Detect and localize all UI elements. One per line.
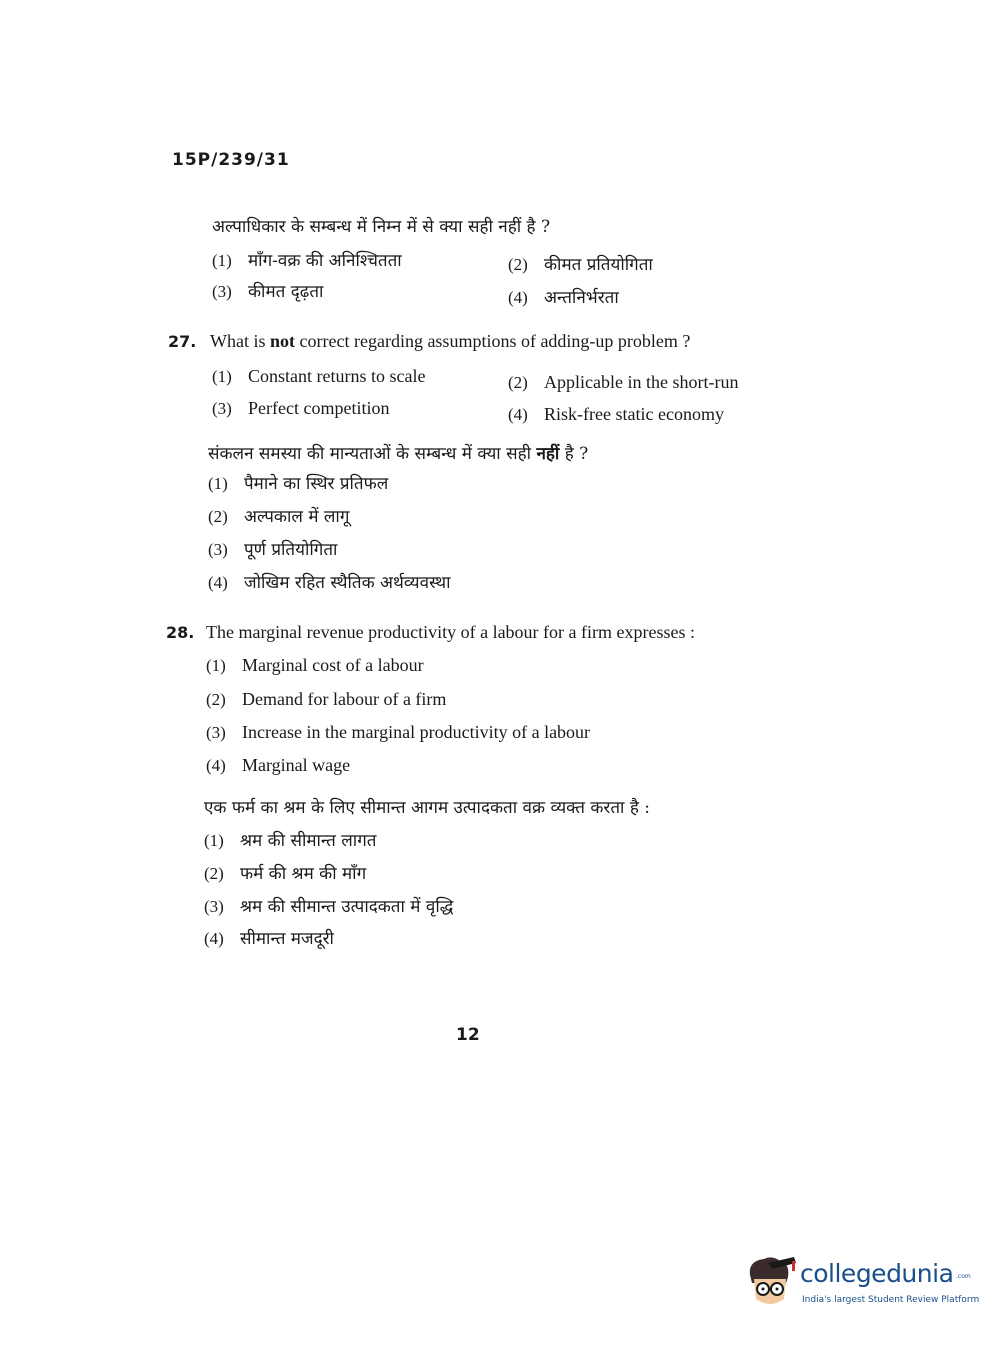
logo-wordmark: collegedunia — [800, 1259, 954, 1288]
q27-option-1: (1) Constant returns to scale — [212, 366, 426, 386]
q28-number: 28. — [166, 623, 195, 642]
collegedunia-logo — [742, 1253, 980, 1313]
q28-option-4: (4) Marginal wage — [206, 755, 351, 775]
student-mascot-icon — [742, 1253, 798, 1313]
q28-hindi-option-2: (2) फर्म की श्रम की माँग — [204, 864, 367, 884]
q27-option-2: (2) Applicable in the short-run — [508, 372, 739, 392]
q28-hindi-option-1: (1) श्रम की सीमान्त लागत — [204, 831, 377, 851]
q27-hindi-question: संकलन समस्या की मान्यताओं के सम्बन्ध में क्या सही नहीं है ? — [208, 444, 589, 464]
paper-code: 15P/239/31 — [172, 150, 290, 170]
q28-hindi-question: एक फर्म का श्रम के लिए सीमान्त आगम उत्पादकता वक्र व्यक्त करता है : — [204, 798, 650, 818]
q26-hindi-option-2: (2) कीमत प्रतियोगिता — [508, 255, 653, 275]
q28-hindi-option-3: (3) श्रम की सीमान्त उत्पादकता में वृद्धि — [204, 897, 454, 917]
logo-domain-suffix: .com — [956, 1273, 971, 1280]
q28-option-1: (1) Marginal cost of a labour — [206, 655, 424, 675]
q28-option-3: (3) Increase in the marginal productivity of a labour — [206, 722, 591, 742]
q27-option-3: (3) Perfect competition — [212, 398, 390, 418]
q26-hindi-option-4: (4) अन्तनिर्भरता — [508, 288, 619, 308]
q26-hindi-option-1: (1) माँग-वक्र की अनिश्चितता — [212, 251, 402, 271]
q27-option-4: (4) Risk-free static economy — [508, 404, 724, 424]
q27-hindi-option-1: (1) पैमाने का स्थिर प्रतिफल — [208, 474, 389, 494]
q28-question: 28. The marginal revenue productivity of a labour for a firm expresses : — [166, 622, 695, 642]
q27-hindi-option-4: (4) जोखिम रहित स्थैतिक अर्थव्यवस्था — [208, 573, 451, 593]
logo-tagline: India's largest Student Review Platform — [802, 1295, 980, 1305]
q27-question: 27. What is not correct regarding assumptions of adding-up problem ? — [168, 331, 691, 351]
q27-hindi-option-3: (3) पूर्ण प्रतियोगिता — [208, 540, 338, 560]
q27-number: 27. — [168, 332, 197, 351]
page-number: 12 — [456, 1025, 480, 1045]
q27-hindi-option-2: (2) अल्पकाल में लागू — [208, 507, 350, 527]
q26-hindi-option-3: (3) कीमत दृढ़ता — [212, 282, 324, 302]
q28-hindi-option-4: (4) सीमान्त मजदूरी — [204, 929, 334, 949]
q26-hindi-question: अल्पाधिकार के सम्बन्ध में निम्न में से क्या सही नहीं है ? — [212, 217, 551, 237]
q28-option-2: (2) Demand for labour of a firm — [206, 689, 447, 709]
